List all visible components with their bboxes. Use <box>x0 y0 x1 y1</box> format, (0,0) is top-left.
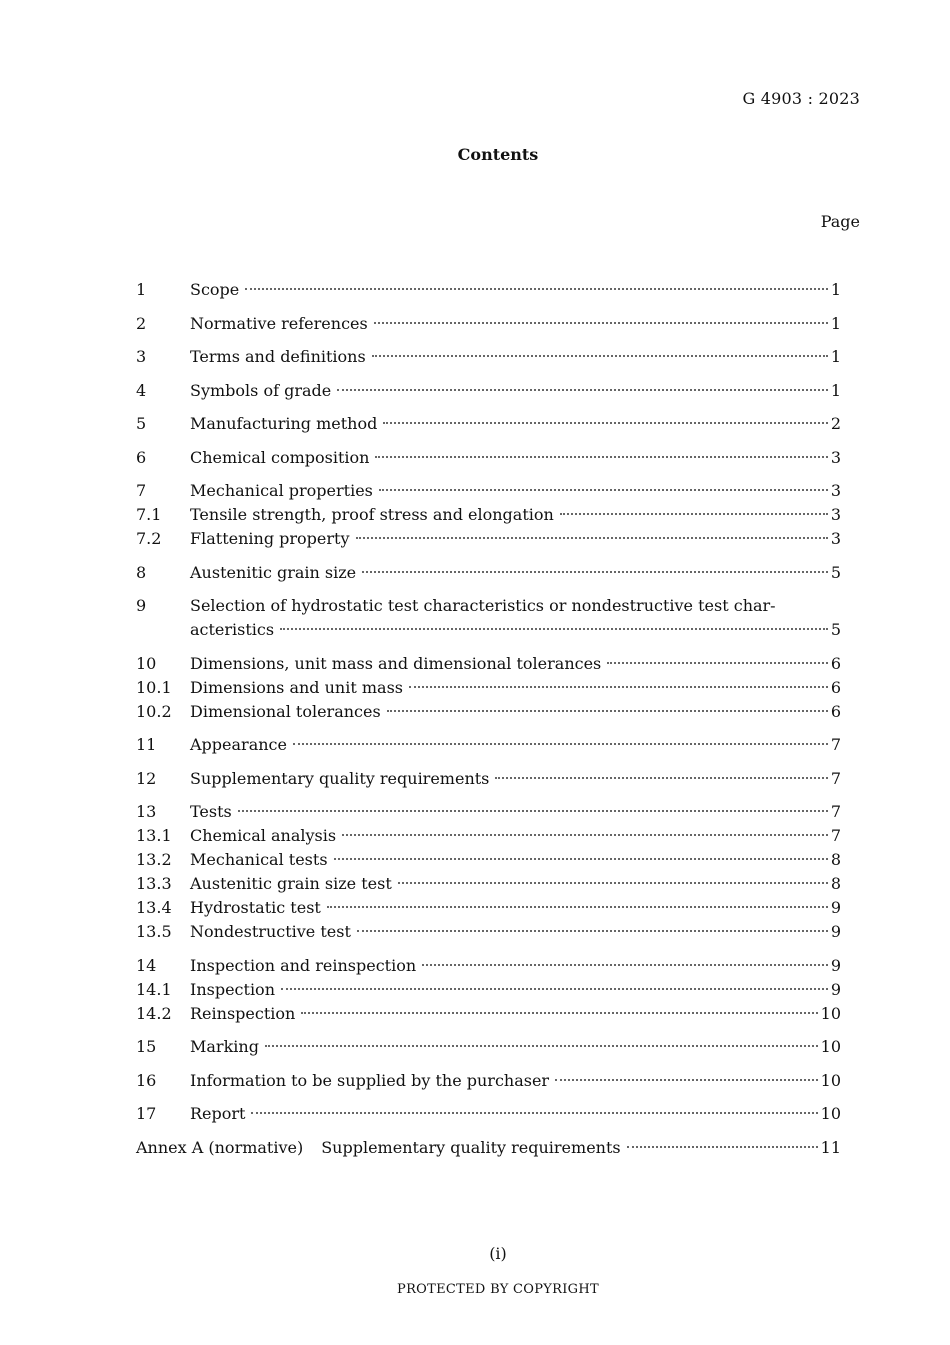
dot-leader <box>560 513 828 515</box>
toc-entry-page: 3 <box>830 505 841 524</box>
toc-entry-page: 9 <box>830 955 841 975</box>
toc-entry-title: Report <box>190 1104 246 1123</box>
dot-leader <box>342 834 828 836</box>
toc-entry-page: 10 <box>820 1070 841 1090</box>
dot-leader <box>281 988 828 990</box>
toc-entry-page: 9 <box>830 898 841 917</box>
toc-entry-title: Inspection and reinspection <box>190 955 417 975</box>
toc-entry-page: 9 <box>830 922 841 941</box>
toc-entry-number: 7.1 <box>136 505 162 524</box>
toc-entry[interactable] <box>136 379 841 403</box>
toc-entry-number: 14 <box>136 955 157 975</box>
toc-entry-title: Supplementary quality requirements <box>190 768 490 788</box>
toc-entry-title: Dimensions, unit mass and dimensional tolerances <box>190 653 602 673</box>
toc-entry-number: 13.5 <box>136 922 172 941</box>
toc-entry-number: 13 <box>136 802 157 821</box>
annex-page: 11 <box>820 1137 841 1157</box>
toc-entry-number: 13.1 <box>136 826 172 845</box>
toc-entry[interactable] <box>136 700 841 724</box>
toc-section-group <box>136 561 841 585</box>
toc-entry[interactable] <box>136 1102 841 1126</box>
toc-entry-number: 13.4 <box>136 898 172 917</box>
toc-entry-title: Chemical analysis <box>190 826 337 845</box>
dot-leader <box>555 1079 818 1081</box>
toc-section-group <box>136 1035 841 1059</box>
toc-entry-page: 2 <box>830 414 841 433</box>
toc-section-group <box>136 1069 841 1093</box>
toc-entry-number: 1 <box>136 280 147 299</box>
toc-entry-number: 16 <box>136 1070 157 1090</box>
dot-leader <box>238 810 828 812</box>
toc-entry-number: 5 <box>136 414 147 433</box>
annex-prefix: Annex A (normative) <box>136 1137 304 1157</box>
dot-leader <box>422 964 828 966</box>
toc-entry[interactable] <box>136 527 841 551</box>
toc-entry-number: 7 <box>136 481 147 500</box>
toc-entry-title: Appearance <box>190 735 287 754</box>
toc-entry-number: 15 <box>136 1037 157 1056</box>
toc-entry[interactable] <box>136 733 841 757</box>
toc-entry-page: 1 <box>830 313 841 333</box>
table-of-contents <box>136 278 841 1169</box>
toc-entry-title: Inspection <box>190 979 275 999</box>
toc-entry-title: Austenitic grain size <box>190 562 357 582</box>
dot-leader <box>265 1045 818 1047</box>
toc-entry[interactable] <box>136 503 841 527</box>
contents-title: Contents <box>457 145 539 164</box>
toc-section-group <box>136 594 841 642</box>
toc-entry-page: 10 <box>820 1104 841 1123</box>
toc-entry[interactable] <box>136 312 841 336</box>
toc-entry[interactable] <box>136 978 841 1002</box>
toc-entry-page: 7 <box>830 768 841 788</box>
toc-section-group <box>136 954 841 1026</box>
toc-entry-page: 7 <box>830 826 841 845</box>
toc-entry-title: Hydrostatic test <box>190 898 321 917</box>
toc-entry-title: Tensile strength, proof stress and elongation <box>190 505 554 524</box>
toc-entry-title: Normative references <box>190 313 368 333</box>
toc-entry-page: 6 <box>830 653 841 673</box>
toc-entry-page: 8 <box>830 874 841 893</box>
toc-entry-title: Nondestructive test <box>190 922 351 941</box>
dot-leader <box>607 662 828 664</box>
toc-entry-page: 10 <box>820 1003 841 1023</box>
toc-entry[interactable] <box>136 920 841 944</box>
dot-leader <box>379 489 828 491</box>
toc-section-group <box>136 1102 841 1126</box>
dot-leader <box>301 1012 817 1014</box>
dot-leader <box>293 743 828 745</box>
toc-entry[interactable] <box>136 1035 841 1059</box>
toc-entry-page: 1 <box>830 280 841 299</box>
toc-entry-page: 6 <box>830 701 841 721</box>
toc-entry-title: Mechanical tests <box>190 850 328 869</box>
toc-entry-title: Flattening property <box>190 529 350 548</box>
toc-entry[interactable] <box>136 652 841 676</box>
toc-entry[interactable] <box>136 618 841 642</box>
toc-entry[interactable] <box>136 896 841 920</box>
toc-entry-number: 9 <box>136 596 147 615</box>
toc-entry-page: 9 <box>830 979 841 999</box>
dot-leader <box>387 710 828 712</box>
dot-leader <box>362 571 828 573</box>
footer-page-number: (i) <box>489 1244 507 1263</box>
toc-entry-page: 7 <box>830 802 841 821</box>
toc-entry[interactable] <box>136 278 841 302</box>
toc-entry-page: 3 <box>830 447 841 467</box>
toc-section-group <box>136 412 841 436</box>
toc-entry-number: 10.2 <box>136 701 172 721</box>
toc-entry-title: Marking <box>190 1037 259 1056</box>
toc-entry-number: 8 <box>136 562 147 582</box>
toc-entry[interactable] <box>136 848 841 872</box>
toc-entry-number: 13.2 <box>136 850 172 869</box>
toc-entry[interactable] <box>136 800 841 824</box>
toc-entry-number: 13.3 <box>136 874 172 893</box>
toc-entry[interactable] <box>136 767 841 791</box>
dot-leader <box>356 537 828 539</box>
toc-entry-page: 8 <box>830 850 841 869</box>
toc-entry[interactable] <box>136 676 841 700</box>
toc-entry-page: 10 <box>820 1037 841 1056</box>
toc-entry-number: 6 <box>136 447 147 467</box>
dot-leader <box>374 322 828 324</box>
toc-entry-title: Information to be supplied by the purchaser <box>190 1070 550 1090</box>
toc-entry-title: Scope <box>190 280 240 299</box>
toc-entry-page: 6 <box>830 677 841 697</box>
toc-entry-page: 3 <box>830 481 841 500</box>
toc-entry-number: 4 <box>136 380 147 400</box>
toc-section-group <box>136 652 841 724</box>
document-id: G 4903 : 2023 <box>742 89 860 108</box>
toc-section-group <box>136 312 841 336</box>
dot-leader <box>383 422 827 424</box>
dot-leader <box>398 882 828 884</box>
toc-section-group <box>136 446 841 470</box>
toc-entry-page: 1 <box>830 347 841 366</box>
toc-entry-page: 7 <box>830 735 841 754</box>
toc-section-group <box>136 345 841 369</box>
toc-entry-page: 3 <box>830 529 841 548</box>
toc-entry-number: 3 <box>136 347 147 366</box>
toc-section-group <box>136 767 841 791</box>
toc-entry[interactable] <box>136 446 841 470</box>
dot-leader <box>327 906 828 908</box>
toc-section-group <box>136 800 841 944</box>
toc-entry-title: Dimensional tolerances <box>190 701 381 721</box>
dot-leader <box>372 355 828 357</box>
toc-entry-title: Reinspection <box>190 1003 296 1023</box>
toc-annex-entry[interactable] <box>136 1136 841 1160</box>
page-column-label: Page <box>820 212 860 231</box>
toc-entry-number: 10.1 <box>136 677 172 697</box>
toc-entry-number: 14.1 <box>136 979 172 999</box>
dot-leader <box>627 1146 818 1148</box>
toc-entry-title: Chemical composition <box>190 447 370 467</box>
toc-entry[interactable] <box>136 1002 841 1026</box>
toc-entry-number: 10 <box>136 653 157 673</box>
dot-leader <box>409 686 828 688</box>
toc-entry-title: Terms and definitions <box>190 347 366 366</box>
toc-entry-title: Selection of hydrostatic test characteristics or nondestructive test char- <box>190 596 776 615</box>
copyright-notice: PROTECTED BY COPYRIGHT <box>397 1282 599 1297</box>
toc-entry-title-continued: acteristics <box>190 620 275 639</box>
toc-entry[interactable] <box>136 479 841 503</box>
toc-section-group <box>136 733 841 757</box>
dot-leader <box>334 858 828 860</box>
toc-entry-title: Mechanical properties <box>190 481 373 500</box>
toc-entry[interactable] <box>136 412 841 436</box>
dot-leader <box>337 389 828 391</box>
toc-entry[interactable] <box>136 1069 841 1093</box>
toc-entry[interactable] <box>136 561 841 585</box>
toc-section-group <box>136 379 841 403</box>
toc-entry[interactable] <box>136 824 841 848</box>
toc-section-group <box>136 479 841 551</box>
dot-leader <box>245 288 828 290</box>
dot-leader <box>251 1112 817 1114</box>
toc-entry[interactable] <box>136 872 841 896</box>
toc-annex-group <box>136 1136 841 1160</box>
toc-entry-title: Dimensions and unit mass <box>190 677 403 697</box>
toc-entry-title: Tests <box>190 802 232 821</box>
toc-entry-title: Austenitic grain size test <box>190 874 392 893</box>
toc-entry-page: 1 <box>830 380 841 400</box>
toc-entry[interactable] <box>136 954 841 978</box>
dot-leader <box>375 456 827 458</box>
toc-entry-title: Manufacturing method <box>190 414 378 433</box>
dot-leader <box>280 628 828 630</box>
dot-leader <box>357 930 828 932</box>
toc-entry-number: 17 <box>136 1104 157 1123</box>
toc-entry[interactable] <box>136 345 841 369</box>
toc-entry-number: 12 <box>136 768 157 788</box>
annex-title: Supplementary quality requirements <box>321 1137 621 1157</box>
dot-leader <box>495 777 827 779</box>
toc-entry-number: 2 <box>136 313 147 333</box>
toc-entry-page: 5 <box>830 620 841 639</box>
toc-entry-number: 11 <box>136 735 157 754</box>
toc-entry-title: Symbols of grade <box>190 380 332 400</box>
toc-entry-number: 14.2 <box>136 1003 172 1023</box>
toc-entry-number: 7.2 <box>136 529 162 548</box>
toc-section-group <box>136 278 841 302</box>
toc-entry-page: 5 <box>830 562 841 582</box>
toc-entry-first-line[interactable] <box>136 594 841 618</box>
